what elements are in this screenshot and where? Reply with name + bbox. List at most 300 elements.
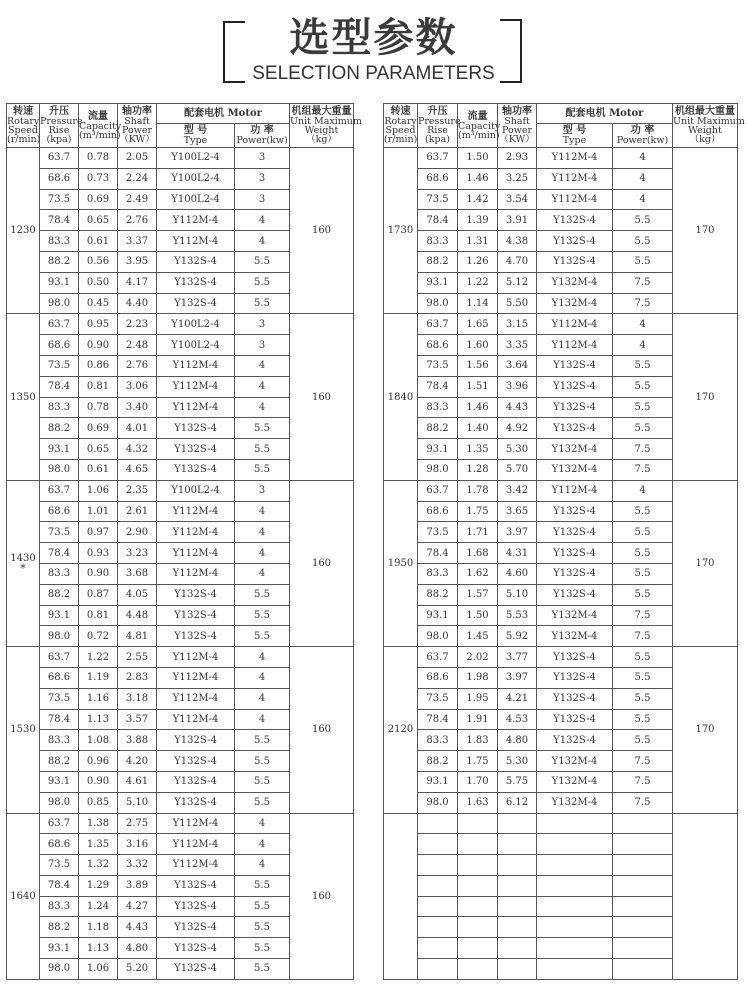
capacity-value: 1.57 [458, 584, 498, 605]
capacity-value: 1.68 [458, 543, 498, 564]
shaft-power-value [498, 917, 537, 938]
col-header-speed-en: Rotary [7, 116, 40, 127]
col-header-pressure-en: (kpa) [425, 134, 450, 145]
col-header-weight-zh: 机组最大重量 [675, 106, 735, 117]
col-header-weight [673, 104, 745, 148]
col-header-speed-en: Speed [8, 125, 38, 136]
motor-power-value: 5.5 [613, 251, 673, 272]
shaft-power-value: 3.88 [118, 730, 157, 751]
capacity-value: 1.50 [458, 605, 498, 626]
col-header-motor-type-en: Type [562, 135, 587, 146]
col-header-pressure-en: Rise [427, 125, 448, 136]
pressure-value [418, 896, 458, 917]
capacity-value: 1.13 [79, 938, 118, 959]
right-parameter-table [383, 103, 745, 980]
pressure-value: 83.3 [418, 231, 458, 252]
motor-power-value: 3 [235, 168, 290, 189]
capacity-value: 1.75 [458, 751, 498, 772]
col-header-shaft-power-en: Shaft [124, 116, 150, 127]
shaft-power-value: 4.21 [498, 688, 537, 709]
motor-type-value [537, 875, 613, 896]
motor-power-value: 4 [235, 709, 290, 730]
motor-type-value: Y132S-4 [157, 439, 235, 460]
capacity-value [458, 917, 498, 938]
col-header-capacity-zh: 流量 [467, 110, 488, 122]
shaft-power-value: 3.97 [498, 667, 537, 688]
capacity-value [458, 896, 498, 917]
capacity-value: 1.75 [458, 501, 498, 522]
col-header-motor-type [157, 124, 235, 148]
shaft-power-value: 3.06 [118, 376, 157, 397]
motor-type-value: Y112M-4 [157, 563, 235, 584]
capacity-value: 1.22 [79, 647, 118, 668]
capacity-value [458, 959, 498, 980]
motor-type-value: Y132S-4 [157, 584, 235, 605]
motor-power-value: 7.5 [613, 792, 673, 813]
motor-type-value: Y112M-4 [537, 148, 613, 169]
motor-type-value: Y132S-4 [157, 938, 235, 959]
capacity-value: 0.81 [79, 376, 118, 397]
shaft-power-value: 5.30 [498, 751, 537, 772]
shaft-power-value: 4.27 [118, 896, 157, 917]
col-header-shaft-power-zh: 轴功率 [122, 106, 152, 117]
col-header-speed-zh: 转速 [13, 106, 33, 117]
col-header-motor-power [613, 124, 673, 148]
motor-type-value: Y132S-4 [537, 501, 613, 522]
weight-cell: 160 [290, 314, 354, 480]
col-header-weight-en: （kg） [306, 134, 337, 145]
capacity-value: 1.91 [458, 709, 498, 730]
capacity-value: 0.56 [79, 251, 118, 272]
capacity-value: 0.96 [79, 751, 118, 772]
motor-type-value: Y100L2-4 [157, 168, 235, 189]
capacity-value: 1.22 [458, 272, 498, 293]
col-header-capacity-zh: 流量 [88, 110, 108, 122]
pressure-value: 98.0 [40, 459, 79, 480]
col-header-weight-en: Unit Maximum [673, 116, 745, 127]
pressure-value: 88.2 [40, 751, 79, 772]
pressure-value: 73.5 [418, 688, 458, 709]
pressure-value [418, 813, 458, 834]
motor-type-value: Y132S-4 [537, 522, 613, 543]
shaft-power-value [498, 875, 537, 896]
col-header-shaft-power [118, 104, 157, 148]
shaft-power-value: 3.96 [498, 376, 537, 397]
shaft-power-value: 4.65 [118, 459, 157, 480]
shaft-power-value: 2.23 [118, 314, 157, 335]
col-header-weight-en: Weight [688, 125, 722, 136]
col-header-shaft-power-en: （KW） [499, 134, 535, 145]
capacity-value: 0.78 [79, 148, 118, 169]
pressure-value: 88.2 [418, 584, 458, 605]
col-header-speed-en: (r/min) [7, 134, 41, 145]
motor-power-value [613, 896, 673, 917]
motor-type-value: Y132S-4 [537, 688, 613, 709]
capacity-value: 1.40 [458, 418, 498, 439]
table-row [384, 314, 738, 335]
pressure-value: 78.4 [418, 709, 458, 730]
shaft-power-value: 4.53 [498, 709, 537, 730]
capacity-value: 0.87 [79, 584, 118, 605]
motor-type-value: Y112M-4 [537, 314, 613, 335]
motor-power-value: 5.5 [613, 210, 673, 231]
capacity-value: 1.13 [79, 709, 118, 730]
col-header-motor-type-en: Type [183, 135, 208, 146]
motor-power-value: 5.5 [613, 667, 673, 688]
col-header-capacity-en: (m³/min) [458, 129, 500, 141]
motor-header-label: 配套电机 Motor [184, 107, 262, 119]
motor-power-value: 4 [235, 688, 290, 709]
shaft-power-value: 5.75 [498, 771, 537, 792]
pressure-value: 83.3 [40, 231, 79, 252]
capacity-value: 1.35 [458, 439, 498, 460]
pressure-value: 93.1 [418, 771, 458, 792]
motor-power-value: 5.5 [235, 751, 290, 772]
pressure-value: 68.6 [40, 667, 79, 688]
motor-type-value [537, 938, 613, 959]
pressure-value: 93.1 [418, 605, 458, 626]
motor-power-value: 5.5 [613, 231, 673, 252]
recommended-mark: * [20, 561, 26, 575]
motor-type-value: Y132S-4 [157, 605, 235, 626]
motor-power-value: 4 [613, 480, 673, 501]
motor-type-value: Y132S-4 [157, 459, 235, 480]
col-header-capacity-en: (m³/min) [79, 129, 121, 141]
pressure-value: 83.3 [418, 397, 458, 418]
shaft-power-value: 4.17 [118, 272, 157, 293]
shaft-power-value: 2.49 [118, 189, 157, 210]
pressure-value: 68.6 [418, 501, 458, 522]
capacity-value: 2.02 [458, 647, 498, 668]
col-header-speed [7, 104, 40, 148]
shaft-power-value: 2.61 [118, 501, 157, 522]
motor-power-value: 3 [235, 335, 290, 356]
motor-power-value: 4 [235, 501, 290, 522]
shaft-power-value: 4.80 [498, 730, 537, 751]
speed-cell [384, 647, 418, 813]
motor-type-value: Y132S-4 [537, 543, 613, 564]
motor-type-value: Y132S-4 [537, 418, 613, 439]
col-header-weight-en: （kg） [689, 134, 721, 145]
shaft-power-value: 5.20 [118, 959, 157, 980]
shaft-power-value: 3.95 [118, 251, 157, 272]
shaft-power-value: 3.18 [118, 688, 157, 709]
motor-type-value: Y132M-4 [537, 751, 613, 772]
weight-cell: 170 [673, 314, 738, 480]
speed-value: 1840 [387, 391, 414, 403]
motor-power-value: 5.5 [613, 688, 673, 709]
col-header-weight-zh: 机组最大重量 [291, 106, 352, 117]
motor-power-value: 3 [235, 314, 290, 335]
shaft-power-value [498, 834, 537, 855]
pressure-value: 68.6 [40, 168, 79, 189]
motor-type-value: Y132S-4 [537, 709, 613, 730]
motor-type-value: Y132S-4 [537, 210, 613, 231]
motor-type-value: Y132S-4 [157, 751, 235, 772]
pressure-value [418, 875, 458, 896]
motor-type-value: Y132S-4 [537, 647, 613, 668]
pressure-value: 78.4 [418, 376, 458, 397]
pressure-value: 73.5 [40, 688, 79, 709]
pressure-value: 98.0 [40, 792, 79, 813]
motor-type-value: Y132S-4 [157, 896, 235, 917]
col-header-pressure [418, 104, 461, 148]
pressure-value: 63.7 [418, 148, 458, 169]
motor-type-value: Y100L2-4 [157, 189, 235, 210]
shaft-power-value: 4.80 [118, 938, 157, 959]
capacity-value: 1.83 [458, 730, 498, 751]
motor-power-value: 5.5 [613, 376, 673, 397]
col-header-pressure-zh: 升压 [49, 106, 69, 117]
speed-value: 1230 [10, 225, 36, 237]
shaft-power-value: 4.40 [118, 293, 157, 314]
motor-power-value: 5.5 [613, 418, 673, 439]
capacity-value: 0.69 [79, 189, 118, 210]
motor-type-value: Y132M-4 [537, 272, 613, 293]
pressure-value: 83.3 [418, 563, 458, 584]
motor-power-value: 7.5 [613, 293, 673, 314]
motor-type-value: Y132S-4 [157, 730, 235, 751]
motor-type-value: Y112M-4 [157, 834, 235, 855]
motor-power-value: 5.5 [613, 355, 673, 376]
motor-power-value: 4 [613, 168, 673, 189]
table-row [384, 647, 738, 668]
shaft-power-value: 3.68 [118, 563, 157, 584]
motor-type-value: Y100L2-4 [157, 314, 235, 335]
motor-power-value: 5.5 [235, 251, 290, 272]
capacity-value: 1.01 [79, 501, 118, 522]
capacity-value: 0.93 [79, 543, 118, 564]
capacity-value: 0.50 [79, 272, 118, 293]
motor-power-value: 4 [235, 667, 290, 688]
col-header-motor-power-en: Power(kw) [236, 135, 288, 146]
col-header-speed-en: Speed [385, 125, 416, 136]
shaft-power-value: 5.10 [118, 792, 157, 813]
motor-power-value [613, 855, 673, 876]
motor-type-value: Y112M-4 [157, 376, 235, 397]
motor-power-value: 5.5 [613, 647, 673, 668]
motor-power-value [613, 813, 673, 834]
motor-power-value: 5.5 [235, 459, 290, 480]
weight-cell: 160 [290, 480, 354, 646]
motor-type-value: Y132S-4 [157, 418, 235, 439]
pressure-value: 98.0 [40, 626, 79, 647]
speed-value: 2120 [387, 724, 414, 736]
motor-type-value: Y132S-4 [537, 355, 613, 376]
motor-power-value: 7.5 [613, 272, 673, 293]
motor-type-value: Y112M-4 [537, 168, 613, 189]
pressure-value: 88.2 [40, 251, 79, 272]
weight-cell: 160 [290, 813, 354, 979]
capacity-value: 1.62 [458, 563, 498, 584]
motor-power-value [613, 917, 673, 938]
motor-power-value: 5.5 [613, 709, 673, 730]
motor-power-value: 7.5 [613, 605, 673, 626]
motor-type-value: Y132S-4 [157, 272, 235, 293]
pressure-value [418, 917, 458, 938]
page-subtitle: SELECTION PARAMETERS [252, 63, 495, 84]
col-header-shaft-power-en: Shaft [504, 116, 530, 127]
motor-type-value: Y112M-4 [157, 522, 235, 543]
weight-cell: 170 [673, 647, 738, 813]
table-row [7, 314, 354, 335]
pressure-value: 78.4 [418, 210, 458, 231]
motor-header-label: 配套电机 Motor [565, 107, 644, 119]
left-parameter-table [6, 103, 362, 980]
pressure-value: 73.5 [40, 355, 79, 376]
capacity-value: 0.97 [79, 522, 118, 543]
shaft-power-value: 6.12 [498, 792, 537, 813]
pressure-value: 63.7 [418, 314, 458, 335]
motor-power-value: 5.5 [235, 418, 290, 439]
capacity-value: 0.78 [79, 397, 118, 418]
motor-type-value: Y132S-4 [157, 792, 235, 813]
pressure-value: 98.0 [40, 959, 79, 980]
shaft-power-value: 2.83 [118, 667, 157, 688]
pressure-value: 63.7 [40, 480, 79, 501]
capacity-value: 0.73 [79, 168, 118, 189]
col-header-speed-en: (r/min) [384, 134, 418, 145]
pressure-value: 93.1 [40, 938, 79, 959]
col-header-motor-type-zh: 型 号 [183, 125, 208, 136]
col-header-shaft-power-en: （KW） [119, 134, 155, 145]
capacity-value: 1.32 [79, 855, 118, 876]
motor-type-value: Y132S-4 [537, 563, 613, 584]
capacity-value: 1.08 [79, 730, 118, 751]
motor-power-value: 4 [613, 189, 673, 210]
shaft-power-value: 2.90 [118, 522, 157, 543]
capacity-value: 0.85 [79, 792, 118, 813]
capacity-value [458, 875, 498, 896]
motor-type-value [537, 834, 613, 855]
pressure-value: 88.2 [40, 584, 79, 605]
shaft-power-value: 3.54 [498, 189, 537, 210]
pressure-value: 78.4 [40, 210, 79, 231]
col-header-pressure [40, 104, 83, 148]
pressure-value: 78.4 [40, 543, 79, 564]
motor-power-value: 3 [235, 189, 290, 210]
capacity-value: 1.95 [458, 688, 498, 709]
shaft-power-value: 4.38 [498, 231, 537, 252]
col-header-motor [537, 104, 673, 124]
motor-power-value: 5.5 [235, 917, 290, 938]
shaft-power-value: 5.53 [498, 605, 537, 626]
capacity-value: 0.61 [79, 459, 118, 480]
shaft-power-value: 5.92 [498, 626, 537, 647]
speed-cell [7, 314, 40, 480]
pressure-value: 93.1 [418, 272, 458, 293]
col-header-motor-type [537, 124, 613, 148]
motor-type-value: Y112M-4 [537, 335, 613, 356]
col-header-motor-power-zh: 功 率 [630, 125, 655, 136]
page-header [0, 0, 747, 90]
motor-power-value: 4 [613, 335, 673, 356]
shaft-power-value: 2.76 [118, 210, 157, 231]
col-header-shaft-power-en: Power [501, 125, 533, 136]
shaft-power-value: 4.32 [118, 439, 157, 460]
table-row [7, 148, 354, 169]
motor-type-value: Y132M-4 [537, 459, 613, 480]
capacity-value: 1.60 [458, 335, 498, 356]
motor-power-value: 4 [235, 355, 290, 376]
shaft-power-value: 5.30 [498, 439, 537, 460]
pressure-value: 63.7 [40, 314, 79, 335]
col-header-speed-en: Rotary [384, 116, 417, 127]
pressure-value: 68.6 [40, 335, 79, 356]
motor-power-value: 5.5 [235, 938, 290, 959]
shaft-power-value: 3.42 [498, 480, 537, 501]
capacity-value: 0.90 [79, 335, 118, 356]
col-header-weight [290, 104, 362, 148]
speed-value: 1350 [10, 391, 36, 403]
shaft-power-value [498, 896, 537, 917]
capacity-value: 1.24 [79, 896, 118, 917]
pressure-value: 88.2 [418, 418, 458, 439]
shaft-power-value: 2.75 [118, 813, 157, 834]
motor-power-value: 5.5 [613, 522, 673, 543]
shaft-power-value: 3.89 [118, 875, 157, 896]
capacity-value: 1.31 [458, 231, 498, 252]
shaft-power-value: 4.61 [118, 771, 157, 792]
motor-power-value: 3 [235, 148, 290, 169]
pressure-value: 98.0 [40, 293, 79, 314]
shaft-power-value: 4.43 [118, 917, 157, 938]
capacity-value: 1.56 [458, 355, 498, 376]
col-header-capacity-en: Capacity [79, 120, 122, 132]
motor-type-value: Y132M-4 [537, 771, 613, 792]
motor-power-value: 3 [235, 480, 290, 501]
capacity-value: 0.86 [79, 355, 118, 376]
motor-power-value: 5.5 [235, 875, 290, 896]
capacity-value: 0.61 [79, 231, 118, 252]
shaft-power-value: 2.55 [118, 647, 157, 668]
shaft-power-value: 4.20 [118, 751, 157, 772]
motor-power-value: 4 [235, 397, 290, 418]
speed-cell [7, 813, 40, 979]
capacity-value: 1.16 [79, 688, 118, 709]
motor-power-value: 5.5 [235, 605, 290, 626]
shaft-power-value: 2.93 [498, 148, 537, 169]
motor-power-value: 4 [235, 376, 290, 397]
pressure-value: 93.1 [418, 439, 458, 460]
capacity-value: 1.50 [458, 148, 498, 169]
motor-type-value: Y132M-4 [537, 439, 613, 460]
col-header-weight-en: Unit Maximum [290, 116, 362, 127]
motor-power-value: 5.5 [613, 730, 673, 751]
pressure-value: 78.4 [418, 543, 458, 564]
motor-type-value: Y132S-4 [537, 231, 613, 252]
motor-power-value: 5.5 [613, 501, 673, 522]
capacity-value: 1.26 [458, 251, 498, 272]
col-header-motor-power-en: Power(kw) [616, 135, 669, 146]
pressure-value: 73.5 [40, 522, 79, 543]
shaft-power-value: 3.57 [118, 709, 157, 730]
motor-type-value: Y132M-4 [537, 605, 613, 626]
shaft-power-value: 3.23 [118, 543, 157, 564]
motor-power-value: 5.5 [613, 397, 673, 418]
motor-power-value: 4 [235, 210, 290, 231]
pressure-value: 88.2 [40, 917, 79, 938]
col-header-pressure-en: Pressure [40, 116, 83, 127]
shaft-power-value: 3.77 [498, 647, 537, 668]
shaft-power-value: 5.12 [498, 272, 537, 293]
shaft-power-value: 3.65 [498, 501, 537, 522]
motor-power-value: 5.5 [613, 543, 673, 564]
col-header-pressure-zh: 升压 [427, 106, 448, 117]
motor-power-value: 5.5 [235, 626, 290, 647]
shaft-power-value: 3.97 [498, 522, 537, 543]
speed-cell [7, 647, 40, 813]
